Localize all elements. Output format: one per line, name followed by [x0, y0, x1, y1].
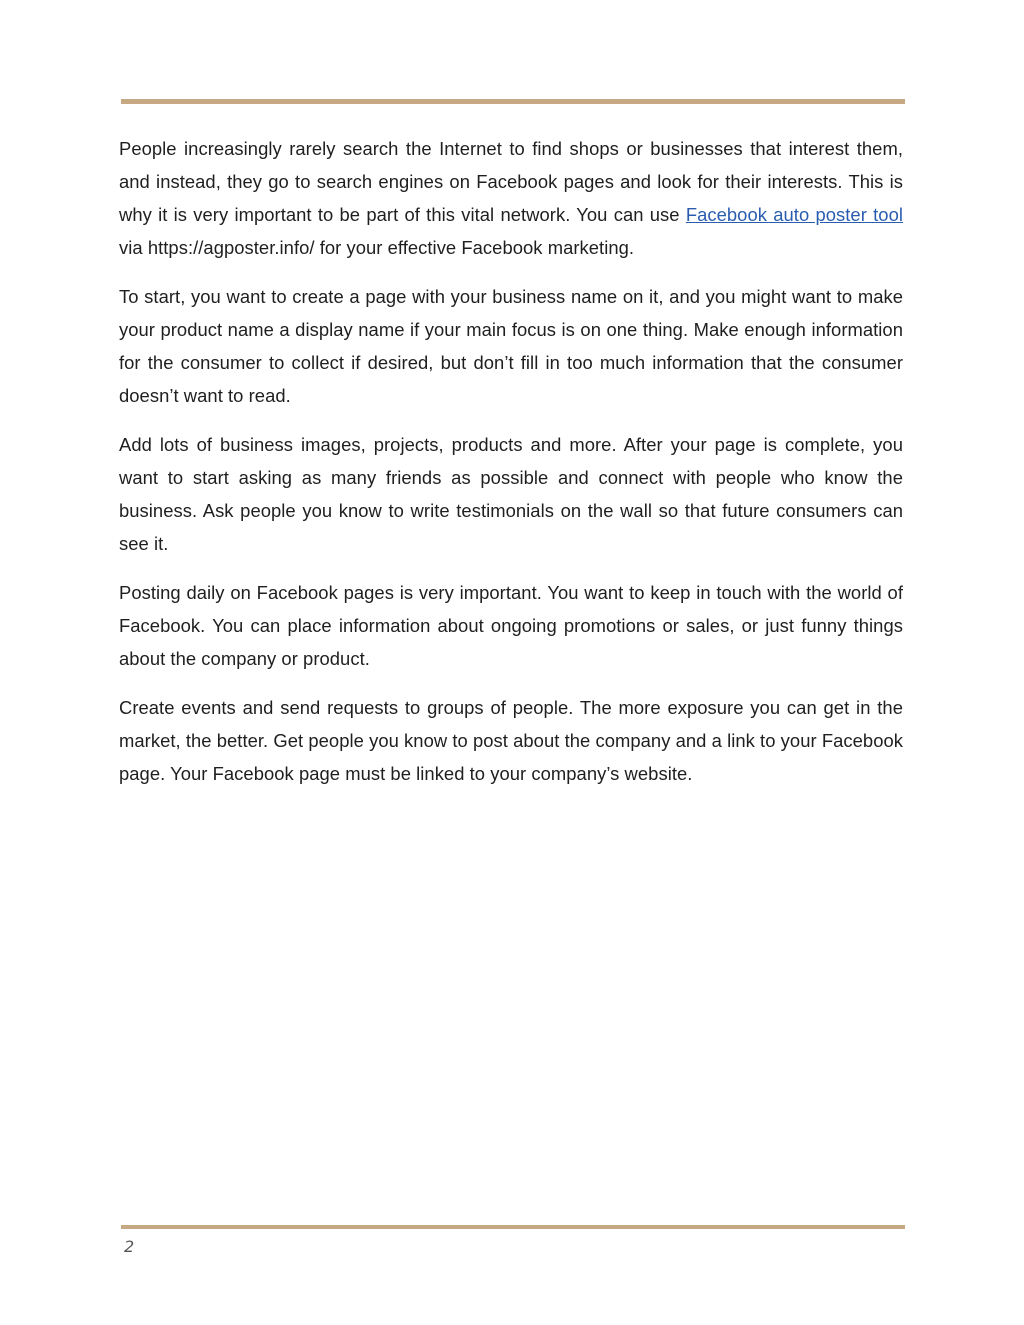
paragraph-1 [119, 132, 903, 264]
paragraph-2: To start, you want to create a page with your business name on it, and you might want to make your product name a display name if your main focus is on one thing. Make enough information for the consumer to collect if desired, but don’t fill in too much information that the consumer doesn’t want to read. [119, 286, 903, 406]
paragraph-3: Add lots of business images, projects, products and more. After your page is complete, you want to start asking as many friends as possible and connect with people who know the business. Ask people you know to write testimonials on the wall so that future consumers can see it. [119, 434, 903, 554]
document-body [119, 132, 903, 806]
footer-divider [121, 1225, 905, 1229]
paragraph-4: Posting daily on Facebook pages is very important. You want to keep in touch with the world of Facebook. You can place information about ongoing promotions or sales, or just funny things about the company or product. [119, 582, 903, 669]
paragraph-1-text-start: People increasingly rarely search the Internet to find shops or businesses that interest them, and instead, they go to search engines on Facebook pages and look for their interests. This is why it is very important to be part of this vital network. You can use [119, 138, 903, 225]
page-number: 2 [124, 1237, 135, 1256]
facebook-auto-poster-link[interactable]: Facebook auto poster tool [685, 204, 903, 225]
header-divider [121, 99, 905, 104]
paragraph-5: Create events and send requests to groups of people. The more exposure you can get in the market, the better. Get people you know to post about the company and a link to your Facebook page. Your Facebook page must be linked to your company’s website. [119, 697, 903, 784]
paragraph-1-text-end: via https://agposter.info/ for your effective Facebook marketing. [119, 237, 635, 258]
